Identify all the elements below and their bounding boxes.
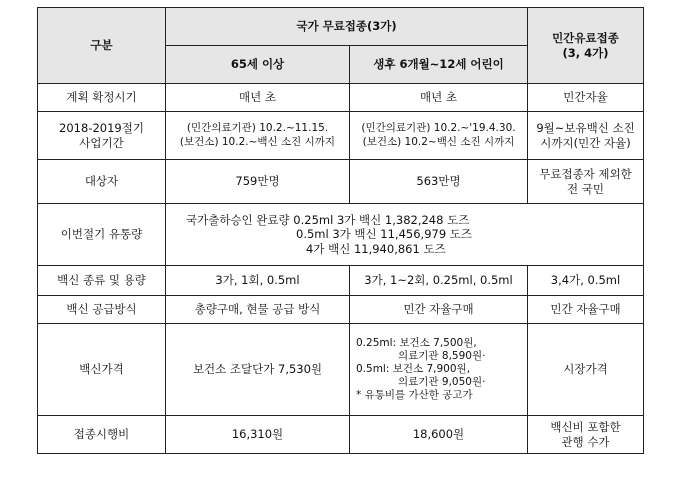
target-private xyxy=(528,160,644,204)
price-children-line2: 의료기관 8,590원· xyxy=(398,349,486,362)
row-label-target: 대상자 xyxy=(38,160,166,204)
supply-elderly: 총량구매, 현물 공급 방식 xyxy=(166,296,350,324)
header-elderly: 65세 이상 xyxy=(166,46,350,84)
row-label-price: 백신가격 xyxy=(38,324,166,416)
types-private: 3,4가, 0.5ml xyxy=(528,266,644,296)
distribution-line-025ml-3: 국가출하승인 완료량 0.25ml 3가 백신 1,382,248 도즈 xyxy=(186,212,470,227)
price-private: 시장가격 xyxy=(528,324,644,416)
price-elderly: 보건소 조달단가 7,530원 xyxy=(166,324,350,416)
header-category: 구분 xyxy=(38,8,166,84)
types-elderly: 3가, 1회, 0.5ml xyxy=(166,266,350,296)
period-children-line1: (민간의료기관) 10.2.~'19.4.30. xyxy=(361,122,516,135)
target-private-line2: 전 국민 xyxy=(567,181,604,196)
period-private-line1: 9월~보유백신 소진 xyxy=(536,121,635,136)
fee-private-line1: 백신비 포함한 xyxy=(550,420,621,435)
price-children-line3: 0.5ml: 보건소 7,900원, xyxy=(356,362,471,375)
price-children-line1: 0.25ml: 보건소 7,500원, xyxy=(356,336,477,349)
fee-private-line2: 관행 수가 xyxy=(561,434,610,449)
row-label-distribution: 이번절기 유통량 xyxy=(38,204,166,266)
header-private-subtitle: (3, 4가) xyxy=(562,45,609,60)
header-private-title: 민간유료접종 xyxy=(552,31,619,46)
row-label-period-line2: 사업기간 xyxy=(79,135,124,150)
supply-children: 민간 자율구매 xyxy=(350,296,528,324)
header-children: 생후 6개월~12세 어린이 xyxy=(350,46,528,84)
table-row-price xyxy=(38,324,644,416)
supply-private: 민간 자율구매 xyxy=(528,296,644,324)
distribution-line-05ml-3: 0.5ml 3가 백신 11,456,979 도즈 xyxy=(296,227,473,242)
period-elderly xyxy=(166,112,350,160)
target-private-line1: 무료접종자 제외한 xyxy=(539,167,632,182)
period-private-line2: 시까지(민간 자율) xyxy=(540,135,631,150)
plan-private: 민간자율 xyxy=(528,84,644,112)
price-children-line4: 의료기관 9,050원· xyxy=(398,376,486,389)
table-row-distribution xyxy=(38,204,644,266)
period-children xyxy=(350,112,528,160)
fee-children: 18,600원 xyxy=(350,416,528,454)
table-row-target xyxy=(38,160,644,204)
types-children: 3가, 1~2회, 0.25ml, 0.5ml xyxy=(350,266,528,296)
header-private-vaccination xyxy=(528,8,644,84)
target-children: 563만명 xyxy=(350,160,528,204)
table-row-period xyxy=(38,112,644,160)
row-label-fee: 접종시행비 xyxy=(38,416,166,454)
period-elderly-line1: (민간의료기관) 10.2.~11.15. xyxy=(186,122,329,135)
fee-private xyxy=(528,416,644,454)
plan-elderly: 매년 초 xyxy=(166,84,350,112)
distribution-amounts xyxy=(166,204,644,266)
price-children-note: * 유통비를 가산한 공고가 xyxy=(356,389,473,402)
table-row-supply xyxy=(38,296,644,324)
row-label-plan: 계획 확정시기 xyxy=(38,84,166,112)
vaccination-comparison-table xyxy=(37,7,644,454)
row-label-period xyxy=(38,112,166,160)
target-elderly: 759만명 xyxy=(166,160,350,204)
table-row-types xyxy=(38,266,644,296)
fee-elderly: 16,310원 xyxy=(166,416,350,454)
plan-children: 매년 초 xyxy=(350,84,528,112)
row-label-period-line1: 2018-2019절기 xyxy=(59,121,144,136)
row-label-supply: 백신 공급방식 xyxy=(38,296,166,324)
period-children-line2: (보건소) 10.2~백신 소진 시까지 xyxy=(362,135,515,148)
row-label-types: 백신 종류 및 용량 xyxy=(38,266,166,296)
distribution-line-4: 4가 백신 11,940,861 도즈 xyxy=(306,241,446,256)
price-children xyxy=(350,324,528,416)
header-free-vaccination: 국가 무료접종(3가) xyxy=(166,8,528,46)
table-row-plan xyxy=(38,84,644,112)
period-private xyxy=(528,112,644,160)
period-elderly-line2: (보건소) 10.2.~백신 소진 시까지 xyxy=(179,135,336,148)
table-row-fee xyxy=(38,416,644,454)
